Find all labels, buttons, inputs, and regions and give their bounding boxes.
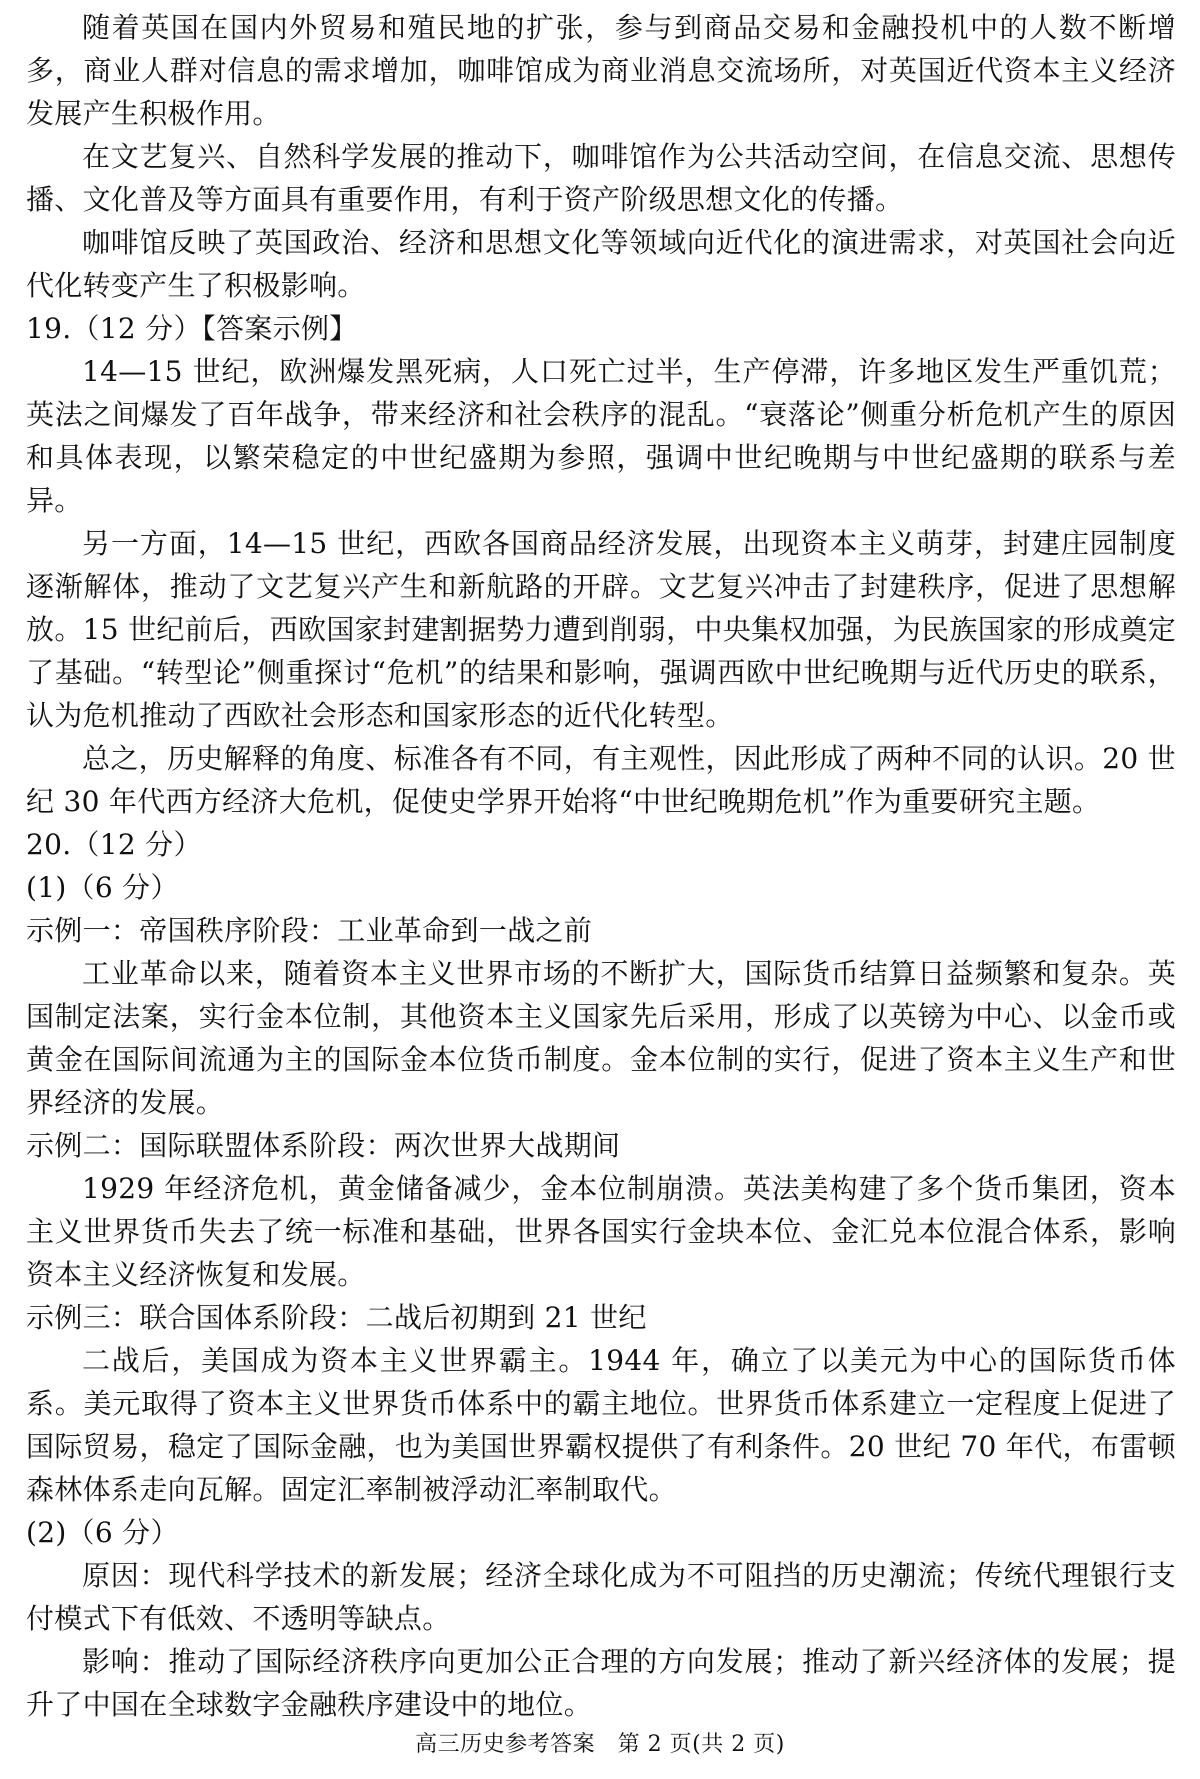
example-1-body: 工业革命以来，随着资本主义世界市场的不断扩大，国际货币结算日益频繁和复杂。英国制定法案，实行金本位制，其他资本主义国家先后采用，形成了以英镑为中心、以金币或黄金在国际间流通为主的国际金本位货币制度。金本位制的实行，促进了资本主义生产和世界经济的发展。 — [26, 957, 1176, 1119]
question-19-paragraph-transition: 另一方面，14—15 世纪，西欧各国商品经济发展，出现资本主义萌芽，封建庄园制度逐渐解体，推动了文艺复兴产生和新航路的开辟。文艺复兴冲击了封建秩序，促进了思想解放。15 世纪前后，西欧国家封建割据势力遭到削弱，中央集权加强，为民族国家的形成奠定了基础。“转型论”侧重探讨“危机”的结果和影响，强调西欧中世纪晚期与近代历史的联系，认为危机推动了西欧社会形态和国家形态的近代化转型。 — [26, 527, 1176, 732]
example-2-heading: 示例二：国际联盟体系阶段：两次世界大战期间 — [26, 1129, 621, 1162]
question-19-paragraph-decline: 14—15 世纪，欧洲爆发黑死病，人口死亡过半，生产停滞，许多地区发生严重饥荒；英法之间爆发了百年战争，带来经济和社会秩序的混乱。“衰落论”侧重分析危机产生的原因和具体表现，以繁荣稳定的中世纪盛期为参照，强调中世纪晚期与中世纪盛期的联系与差异。 — [26, 355, 1176, 517]
page-footer: 高三历史参考答案 第 2 页(共 2 页) — [415, 1732, 785, 1757]
example-3-body: 二战后，美国成为资本主义世界霸主。1944 年，确立了以美元为中心的国际货币体系。美元取得了资本主义世界货币体系中的霸主地位。世界货币体系建立一定程度上促进了国际贸易，稳定了国际金融，也为美国世界霸权提供了有利条件。20 世纪 70 年代，布雷顿森林体系走向瓦解。固定汇率制被浮动汇率制取代。 — [26, 1344, 1176, 1506]
question-20-heading: 20.（12 分） — [26, 828, 202, 861]
example-2-body: 1929 年经济危机，黄金储备减少，金本位制崩溃。英法美构建了多个货币集团，资本主义世界货币失去了统一标准和基础，世界各国实行金块本位、金汇兑本位混合体系，影响资本主义经济恢复和发展。 — [26, 1172, 1176, 1291]
reason-paragraph: 原因：现代科学技术的新发展；经济全球化成为不可阻挡的历史潮流；传统代理银行支付模式下有低效、不透明等缺点。 — [26, 1559, 1176, 1635]
question-20-part-2-heading: (2)（6 分） — [26, 1516, 179, 1549]
question-20-part-1-heading: (1)（6 分） — [26, 871, 179, 904]
paragraph-coffeehouse-culture: 在文艺复兴、自然科学发展的推动下，咖啡馆作为公共活动空间，在信息交流、思想传播、文化普及等方面具有重要作用，有利于资产阶级思想文化的传播。 — [26, 140, 1176, 216]
paragraph-coffeehouse-summary: 咖啡馆反映了英国政治、经济和思想文化等领域向近代化的演进需求，对英国社会向近代化转变产生了积极影响。 — [26, 226, 1176, 302]
paragraph-coffeehouse-economy: 随着英国在国内外贸易和殖民地的扩张，参与到商品交易和金融投机中的人数不断增多，商业人群对信息的需求增加，咖啡馆成为商业消息交流场所，对英国近代资本主义经济发展产生积极作用。 — [26, 11, 1176, 130]
example-3-heading: 示例三：联合国体系阶段：二战后初期到 21 世纪 — [26, 1301, 647, 1334]
impact-paragraph: 影响：推动了国际经济秩序向更加公正合理的方向发展；推动了新兴经济体的发展；提升了中国在全球数字金融秩序建设中的地位。 — [26, 1645, 1176, 1721]
question-19-heading: 19.（12 分）【答案示例】 — [26, 312, 358, 345]
answer-document — [26, 6, 1176, 1726]
example-1-heading: 示例一：帝国秩序阶段：工业革命到一战之前 — [26, 914, 593, 947]
question-19-paragraph-conclusion: 总之，历史解释的角度、标准各有不同，有主观性，因此形成了两种不同的认识。20 世纪 30 年代西方经济大危机，促使史学界开始将“中世纪晚期危机”作为重要研究主题。 — [26, 742, 1176, 818]
